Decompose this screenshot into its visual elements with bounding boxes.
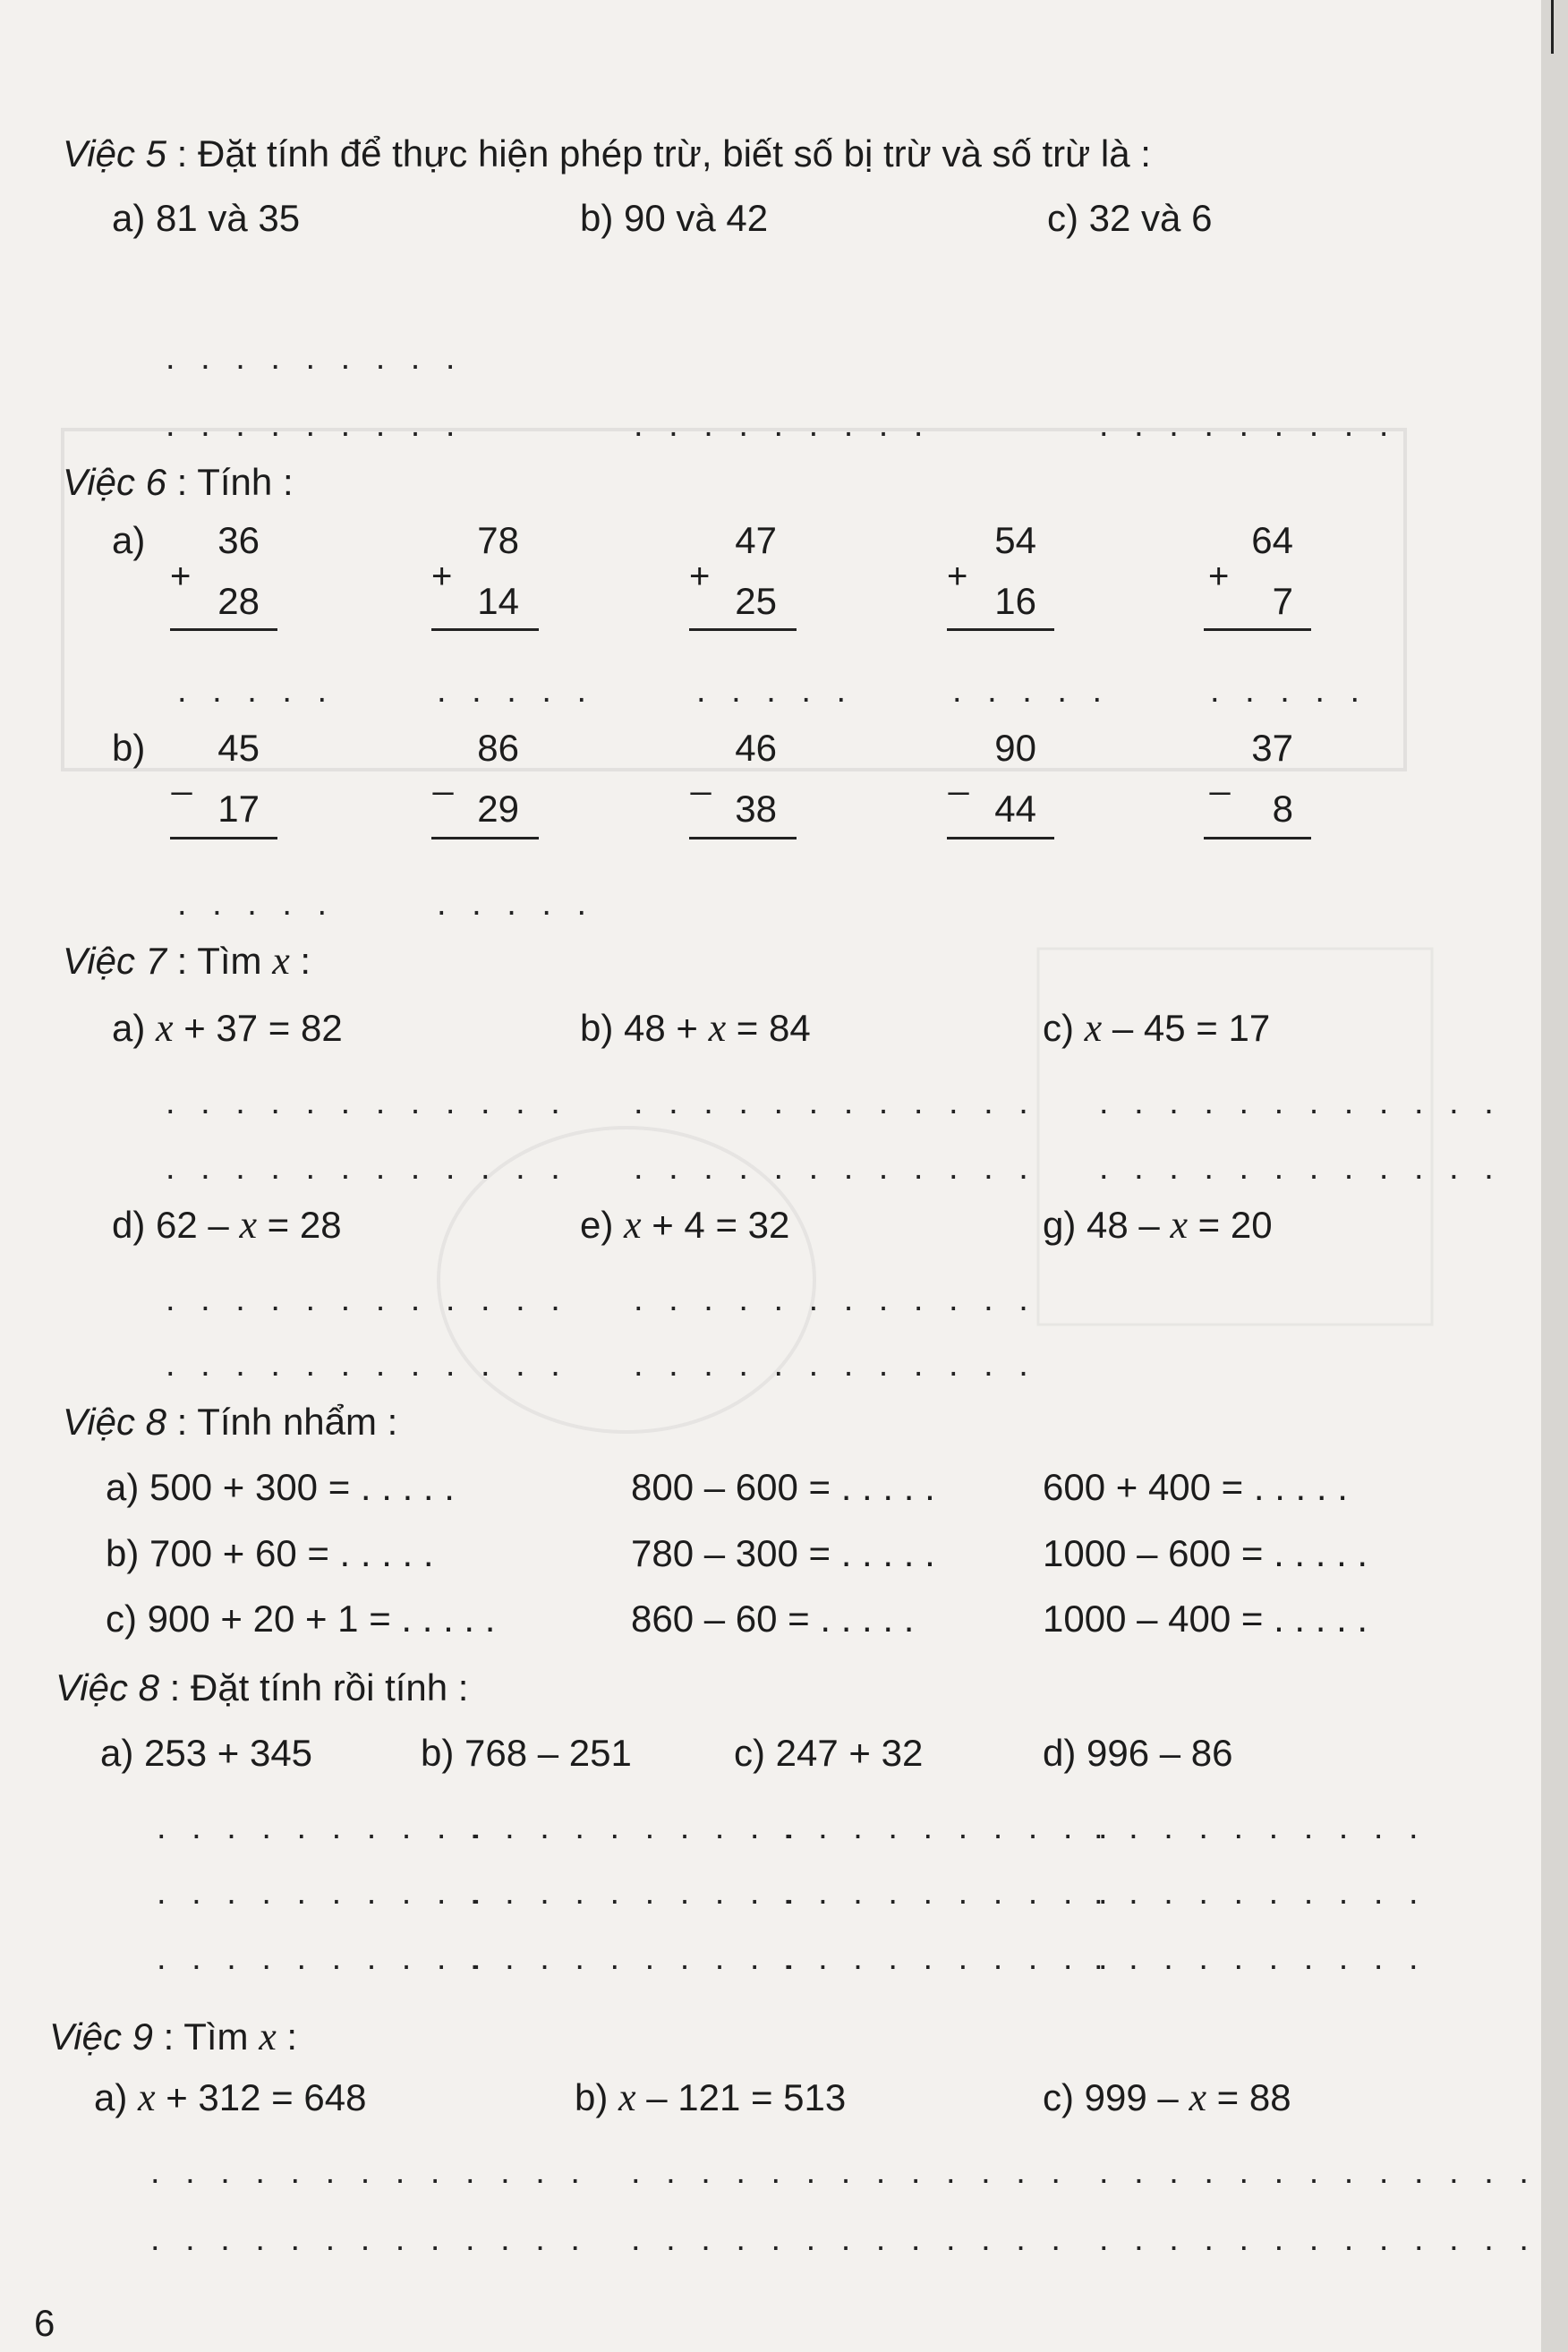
viec9-label: Việc 9	[49, 2015, 153, 2058]
answer-dots: . . . . . . . . . .	[470, 1874, 803, 1912]
viec8a-instruction: : Tính nhẩm :	[166, 1401, 398, 1443]
answer-dots: . . . . . . . . .	[1099, 406, 1397, 444]
answer-dots: . . . . . . . . . . . . .	[1099, 2220, 1537, 2258]
viec8a-label: Việc 8	[63, 1401, 166, 1443]
page-number: 6	[34, 2302, 55, 2344]
column-operator: _	[1210, 756, 1231, 796]
column-rule	[431, 628, 539, 631]
equation-suffix: = 84	[726, 1007, 811, 1049]
viec8b-instruction: : Đặt tính rồi tính :	[158, 1666, 469, 1709]
equation-prefix: a)	[94, 2076, 139, 2118]
viec9-item-c	[1043, 2076, 1291, 2119]
viec9-colon: :	[276, 2015, 298, 2058]
answer-dots: . . . . . . . . .	[166, 406, 464, 444]
equation-prefix: c) 999 –	[1043, 2076, 1189, 2118]
column-bottom-number: 17	[217, 788, 260, 830]
equation-variable: x	[156, 1006, 174, 1050]
equation-variable: x	[624, 1203, 642, 1247]
viec5-label: Việc 5	[63, 132, 166, 175]
column-rule	[170, 837, 277, 839]
column-top-number: 64	[1251, 519, 1293, 561]
equation-suffix: + 4 = 32	[641, 1204, 790, 1246]
column-rule	[1204, 628, 1311, 631]
column-bottom-number: 14	[477, 580, 519, 622]
equation-prefix: b) 48 +	[580, 1007, 709, 1049]
viec9-item-b	[575, 2076, 846, 2119]
viec9-instruction: : Tìm	[152, 2015, 260, 2058]
viec5-item-c: c) 32 và 6	[1047, 197, 1213, 239]
column-operator: _	[433, 756, 454, 796]
column-top-number: 47	[735, 519, 777, 561]
answer-dots: . . . . .	[952, 672, 1111, 710]
answer-dots: . . . . . . . . .	[166, 339, 464, 377]
viec9-heading	[49, 2015, 297, 2058]
column-operator: +	[431, 557, 453, 596]
viec9-item-a	[94, 2076, 366, 2119]
mental-math-item: 860 – 60 = . . . . .	[631, 1598, 915, 1640]
viec5-item-b: b) 90 và 42	[580, 197, 769, 239]
mental-math-item: 1000 – 400 = . . . . .	[1043, 1598, 1368, 1640]
equation-variable: x	[138, 2075, 156, 2119]
viec8b-item-a: a) 253 + 345	[100, 1732, 313, 1774]
viec8b-label: Việc 8	[55, 1666, 159, 1709]
equation-suffix: + 37 = 82	[173, 1007, 343, 1049]
equation-prefix: g) 48 –	[1043, 1204, 1171, 1246]
equation-prefix: e)	[580, 1204, 625, 1246]
column-bottom-number: 25	[735, 580, 777, 622]
column-top-number: 36	[217, 519, 260, 561]
equation-prefix: a)	[112, 1007, 157, 1049]
viec8b-heading	[55, 1666, 468, 1709]
column-top-number: 37	[1251, 727, 1293, 769]
mental-math-item: 600 + 400 = . . . . .	[1043, 1466, 1348, 1508]
mental-math-item: 1000 – 600 = . . . . .	[1043, 1532, 1368, 1574]
answer-dots: . . . . . . . . . . . . .	[631, 2220, 1069, 2258]
column-bottom-number: 8	[1272, 788, 1293, 830]
column-operator: _	[949, 756, 969, 796]
answer-dots: . . . . .	[437, 885, 595, 923]
answer-dots: . . . . .	[1210, 672, 1368, 710]
viec7-instruction: : Tìm	[166, 940, 273, 982]
viec8b-item-d: d) 996 – 86	[1043, 1732, 1233, 1774]
answer-dots: . . . . . . . . . . . .	[634, 1149, 1036, 1187]
answer-dots: . . . . .	[177, 672, 336, 710]
viec5-instruction: : Đặt tính để thực hiện phép trừ, biết số bị trừ và số trừ là :	[166, 132, 1151, 175]
answer-dots: . . . . . . . . . .	[157, 1874, 490, 1912]
answer-dots: . . . . . . . . . .	[157, 1939, 490, 1977]
column-rule	[947, 837, 1054, 839]
mental-math-item: 800 – 600 = . . . . .	[631, 1466, 935, 1508]
mental-math-item: c) 900 + 20 + 1 = . . . . .	[106, 1598, 496, 1640]
mental-math-item: a) 500 + 300 = . . . . .	[106, 1466, 455, 1508]
answer-dots: . . . . . . . . . . . .	[166, 1149, 568, 1187]
column-bottom-number: 7	[1272, 580, 1293, 622]
viec6-instruction: : Tính :	[166, 461, 294, 503]
viec8b-item-c: c) 247 + 32	[734, 1732, 924, 1774]
viec7-heading	[63, 940, 311, 983]
answer-dots: . . . . . . . . . . . .	[1099, 1084, 1502, 1121]
column-operator: +	[947, 557, 968, 596]
column-operator: +	[170, 557, 192, 596]
answer-dots: . . . . . . . . . . . .	[634, 1281, 1036, 1318]
viec7-variable: x	[272, 939, 290, 983]
viec7-item-d	[112, 1204, 342, 1247]
mental-math-item: b) 700 + 60 = . . . . .	[106, 1532, 434, 1574]
viec5-heading	[63, 132, 1151, 175]
answer-dots: . . . . . . . . . . . . .	[150, 2220, 588, 2258]
answer-dots: . . . . . . . . . .	[470, 1809, 803, 1846]
viec7-item-a	[112, 1007, 343, 1050]
equation-suffix: – 121 = 513	[635, 2076, 847, 2118]
viec6-row-b-label: b)	[112, 727, 146, 769]
mental-math-item: 780 – 300 = . . . . .	[631, 1532, 935, 1574]
answer-dots: . . . . . . . . . . . . .	[150, 2153, 588, 2191]
answer-dots: . . . . . . . . . . . .	[634, 1084, 1036, 1121]
equation-prefix: b)	[575, 2076, 619, 2118]
equation-prefix: d) 62 –	[112, 1204, 240, 1246]
answer-dots: . . . . . . . . . . . .	[166, 1281, 568, 1318]
answer-dots: . . . . .	[437, 672, 595, 710]
equation-variable: x	[239, 1203, 257, 1247]
viec7-colon: :	[289, 940, 311, 982]
equation-variable: x	[618, 2075, 636, 2119]
answer-dots: . . . . . . . . .	[634, 406, 932, 444]
answer-dots: . . . . . . . . . .	[157, 1809, 490, 1846]
answer-dots: . . . . . . . . . . . . .	[631, 2153, 1069, 2191]
equation-suffix: + 312 = 648	[155, 2076, 367, 2118]
equation-variable: x	[708, 1006, 727, 1050]
answer-dots: . . . . . . . . . .	[470, 1939, 803, 1977]
column-rule	[947, 628, 1054, 631]
answer-dots: . . . . .	[177, 885, 336, 923]
column-top-number: 86	[477, 727, 519, 769]
viec6-label: Việc 6	[63, 461, 166, 503]
column-bottom-number: 44	[994, 788, 1036, 830]
column-rule	[1204, 837, 1311, 839]
column-rule	[431, 837, 539, 839]
answer-dots: . . . . . . . . . .	[1094, 1809, 1427, 1846]
viec8b-item-b: b) 768 – 251	[421, 1732, 632, 1774]
viec7-item-e	[580, 1204, 789, 1247]
column-operator: _	[691, 756, 712, 796]
equation-prefix: c)	[1043, 1007, 1085, 1049]
column-rule	[689, 628, 797, 631]
equation-suffix: = 28	[256, 1204, 342, 1246]
column-top-number: 46	[735, 727, 777, 769]
column-operator: _	[172, 756, 192, 796]
answer-dots: . . . . . . . . . .	[783, 1939, 1116, 1977]
answer-dots: . . . . . . . . . .	[783, 1809, 1116, 1846]
column-bottom-number: 28	[217, 580, 260, 622]
answer-dots: . . . . . . . . . . . .	[166, 1084, 568, 1121]
equation-variable: x	[1170, 1203, 1188, 1247]
answer-dots: . . . . . . . . . . . . .	[1099, 2153, 1537, 2191]
column-top-number: 45	[217, 727, 260, 769]
viec7-label: Việc 7	[63, 940, 166, 982]
column-operator: +	[1208, 557, 1230, 596]
column-top-number: 78	[477, 519, 519, 561]
viec8a-heading	[63, 1401, 397, 1444]
equation-variable: x	[1084, 1006, 1103, 1050]
answer-dots: . . . . . . . . . .	[1094, 1939, 1427, 1977]
viec5-item-a: a) 81 và 35	[112, 197, 301, 239]
answer-dots: . . . . . . . . . .	[783, 1874, 1116, 1912]
viec7-item-c	[1043, 1007, 1270, 1050]
viec6-row-a-label: a)	[112, 519, 146, 561]
column-top-number: 90	[994, 727, 1036, 769]
column-operator: +	[689, 557, 711, 596]
equation-suffix: = 88	[1206, 2076, 1291, 2118]
answer-dots: . . . . . . . . . . . .	[166, 1346, 568, 1384]
column-rule	[689, 837, 797, 839]
column-top-number: 54	[994, 519, 1036, 561]
equation-suffix: = 20	[1187, 1204, 1273, 1246]
answer-dots: . . . . .	[696, 672, 855, 710]
equation-variable: x	[1189, 2075, 1206, 2119]
answer-dots: . . . . . . . . . . . .	[634, 1346, 1036, 1384]
answer-dots: . . . . . . . . . .	[1094, 1874, 1427, 1912]
equation-suffix: – 45 = 17	[1102, 1007, 1271, 1049]
viec9-variable: x	[259, 2015, 277, 2058]
column-bottom-number: 38	[735, 788, 777, 830]
column-bottom-number: 29	[477, 788, 519, 830]
column-bottom-number: 16	[994, 580, 1036, 622]
answer-dots: . . . . . . . . . . . .	[1099, 1149, 1502, 1187]
viec6-heading	[63, 461, 294, 504]
viec7-item-g	[1043, 1204, 1273, 1247]
column-rule	[170, 628, 277, 631]
viec7-item-b	[580, 1007, 811, 1050]
